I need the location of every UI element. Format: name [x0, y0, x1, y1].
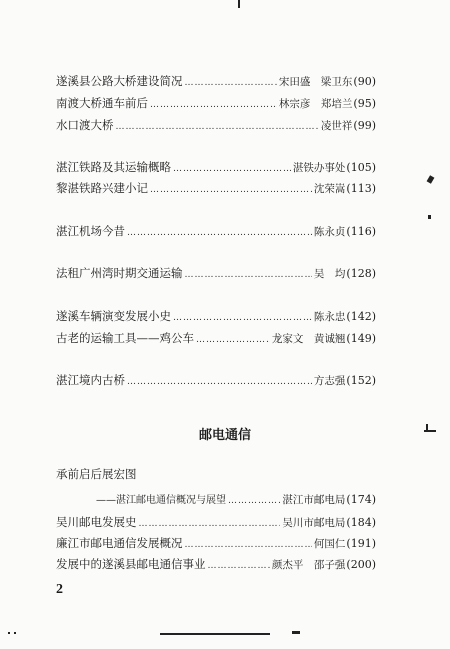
toc-entry[interactable] [56, 373, 376, 389]
leader-dots [127, 375, 312, 389]
toc-entry-page: (90) [353, 75, 376, 88]
toc-entry-title: 遂溪车辆演变发展小史 [56, 309, 171, 323]
toc-entry-authors: 方志强 [313, 375, 346, 387]
toc-entry-title: 水口渡大桥 [56, 118, 114, 132]
toc-entry-title: 湛江铁路及其运输概略 [56, 160, 171, 174]
toc-entry-title: 黎湛铁路兴建小记 [56, 181, 148, 195]
toc-entry-authors: 陈永贞 [313, 226, 346, 238]
toc-entry-authors: 湛铁办事处 [292, 162, 346, 174]
scan-mark [14, 632, 16, 634]
scan-mark [428, 215, 431, 219]
toc-entry-authors: 沈荣嵩 [313, 183, 346, 195]
toc-entry-authors: 吴 均 [313, 268, 346, 280]
toc-entry-title: 古老的运输工具——鸡公车 [56, 331, 194, 345]
leader-dots [150, 183, 312, 197]
leader-dots [228, 494, 280, 508]
leader-dots [185, 76, 277, 90]
toc-entry-page: (149) [346, 332, 376, 345]
toc-entry-authors: 陈永忠 [313, 311, 346, 323]
toc-entry[interactable] [56, 74, 376, 90]
toc-entry-title: 南渡大桥通车前后 [56, 96, 148, 110]
scan-mark [8, 632, 10, 634]
toc-entry[interactable] [56, 118, 376, 134]
toc-entry[interactable] [56, 536, 376, 552]
leader-dots [185, 268, 312, 282]
toc-entry-page: (95) [353, 97, 376, 110]
toc-entry-title: 廉江市邮电通信发展概况 [56, 536, 183, 550]
leader-dots [185, 538, 312, 552]
toc-entry-title: 湛江机场今昔 [56, 224, 125, 238]
toc-entry-page: (113) [346, 182, 376, 195]
toc-entry-title: 法租广州湾时期交通运输 [56, 266, 183, 280]
toc-entry-page: (116) [346, 225, 376, 238]
toc-entry-authors: 凌世祥 [320, 120, 353, 132]
leader-dots [196, 333, 270, 347]
scan-mark [292, 631, 300, 634]
toc-entry-authors: 龙家文 黄诚翘 [271, 333, 346, 345]
scan-mark [160, 633, 270, 635]
scan-mark [427, 175, 435, 184]
toc-entry-authors: 吴川市邮电局 [282, 517, 346, 529]
page-number: 2 [56, 582, 63, 597]
toc-entry-authors: 湛江市邮电局 [282, 494, 346, 506]
section-title: 邮电通信 [198, 428, 251, 443]
toc-entry-title: 吴川邮电发展史 [56, 515, 137, 529]
toc-entry[interactable] [56, 557, 376, 573]
leader-dots [139, 517, 281, 531]
toc-entry[interactable] [56, 309, 376, 325]
toc-group-title[interactable]: 承前启后展宏图 [56, 467, 137, 481]
leader-dots [173, 162, 291, 176]
scan-mark [426, 424, 428, 432]
toc-entry[interactable] [56, 224, 376, 240]
toc-entry-page: (152) [346, 374, 376, 387]
scan-mark-top [238, 0, 240, 8]
leader-dots [173, 311, 312, 325]
toc-entry[interactable] [56, 266, 376, 282]
toc-entry-authors: 颜杰平 邵子强 [271, 559, 346, 571]
leader-dots [150, 98, 277, 112]
leader-dots [116, 120, 319, 134]
toc-entry-authors: 宋田盛 梁卫东 [278, 76, 353, 88]
toc-entry[interactable] [56, 515, 376, 531]
toc-entry[interactable] [56, 160, 376, 176]
toc-entry-title: 湛江境内古桥 [56, 373, 125, 387]
toc-entry-page: (200) [346, 558, 376, 571]
toc-entry-page: (105) [346, 161, 376, 174]
toc-entry-page: (174) [346, 493, 376, 506]
toc-entry-page: (128) [346, 267, 376, 280]
toc-entry-page: (191) [346, 537, 376, 550]
leader-dots [208, 559, 270, 573]
toc-entry[interactable] [56, 181, 376, 197]
toc-entry[interactable] [56, 96, 376, 112]
toc-entry[interactable] [56, 331, 376, 347]
toc-entry-title: 遂溪县公路大桥建设简况 [56, 74, 183, 88]
toc-entry-authors: 何国仁 [313, 538, 346, 550]
toc-entry-title: ——湛江邮电通信概况与展望 [96, 495, 226, 506]
toc-entry-page: (142) [346, 310, 376, 323]
leader-dots [127, 226, 312, 240]
toc-entry-authors: 林宗彦 郑培兰 [278, 98, 353, 110]
toc-entry-title: 发展中的遂溪县邮电通信事业 [56, 557, 206, 571]
toc-entry-page: (99) [353, 119, 376, 132]
toc-entry-page: (184) [346, 516, 376, 529]
toc-entry[interactable] [96, 493, 376, 508]
